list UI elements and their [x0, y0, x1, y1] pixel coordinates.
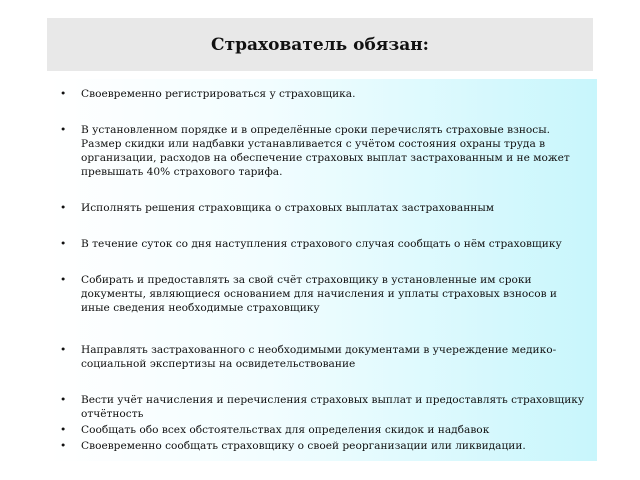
bullet-icon: •: [60, 440, 67, 452]
bullet-icon: •: [60, 124, 67, 136]
list-item: [57, 273, 587, 315]
bullet-icon: •: [60, 344, 67, 356]
content-panel: [49, 79, 597, 461]
list-item: [57, 423, 587, 437]
list-item: [57, 343, 587, 371]
list-item-text: В установленном порядке и в определённые сроки перечислять страховые взносы. Размер скидки или надбавки устанавливается с учётом состояния охраны труда в организации, расходов на обеспечение страховых выплат застрахованным и не может превышать 40% страхового тарифа.: [81, 124, 570, 178]
list-item: [57, 237, 587, 251]
obligations-list: [57, 87, 587, 453]
list-item-text: Сообщать обо всех обстоятельствах для определения скидок и надбавок: [81, 424, 490, 436]
bullet-icon: •: [60, 394, 67, 406]
bullet-icon: •: [60, 424, 67, 436]
list-item-text: Своевременно регистрироваться у страховщика.: [81, 88, 356, 100]
list-item: [57, 439, 587, 453]
bullet-icon: •: [60, 88, 67, 100]
list-item-text: Своевременно сообщать страховщику о своей реорганизации или ликвидации.: [81, 440, 526, 452]
bullet-icon: •: [60, 238, 67, 250]
bullet-icon: •: [60, 202, 67, 214]
list-item-text: Исполнять решения страховщика о страховых выплатах застрахованным: [81, 202, 495, 214]
list-item: [57, 393, 587, 421]
list-item-text: Собирать и предоставлять за свой счёт страховщику в установленные им сроки документы, являющиеся основанием для начисления и уплаты страховых взносов и иные сведения необходимые страховщику: [81, 274, 557, 314]
list-item: [57, 87, 587, 101]
list-item-text: Вести учёт начисления и перечисления страховых выплат и предоставлять страховщику отчётность: [81, 394, 585, 420]
slide-title: Страхователь обязан:: [211, 34, 429, 55]
bullet-icon: •: [60, 274, 67, 286]
list-item: [57, 123, 587, 179]
title-banner: [47, 18, 593, 71]
list-item: [57, 201, 587, 215]
list-item-text: Направлять застрахованного с необходимыми документами в учереждение медико-социальной экспертизы на освидетельствование: [81, 344, 557, 370]
list-item-text: В течение суток со дня наступления страхового случая сообщать о нём страховщику: [81, 238, 562, 250]
